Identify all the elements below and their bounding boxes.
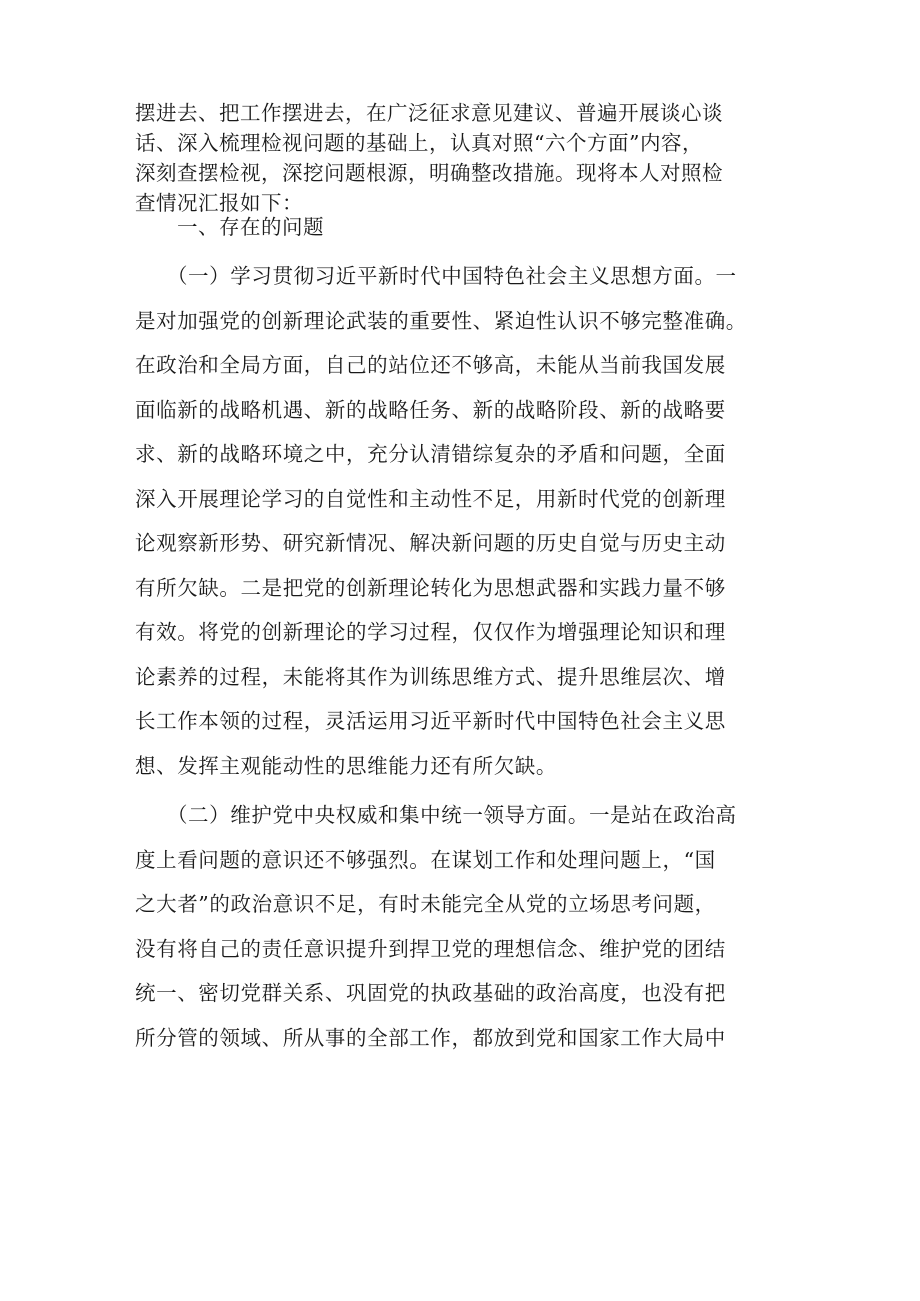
text-line: 话、深入梳理检视问题的基础上，认真对照“六个方面”内容， — [135, 131, 703, 155]
text-line: 求、新的战略环境之中，充分认清错综复杂的矛盾和问题，全面 — [135, 442, 726, 466]
text-line: 有效。将党的创新理论的学习过程，仅仅作为增强理论知识和理 — [135, 620, 726, 644]
text-line: 想、发挥主观能动性的思维能力还有所欠缺。 — [135, 753, 557, 778]
text-line: 面临新的战略机遇、新的战略任务、新的战略阶段、新的战略要 — [135, 397, 726, 422]
text-line: 统一、密切党群关系、巩固党的执政基础的政治高度，也没有把 — [135, 981, 726, 1005]
text-line: 长工作本领的过程，灵活运用习近平新时代中国特色社会主义思 — [135, 709, 726, 733]
paragraph-section-1 — [135, 254, 795, 788]
text-line: 深入开展理论学习的自觉性和主动性不足，用新时代党的创新理 — [135, 486, 726, 511]
text-line: 论观察新形势、研究新情况、解决新问题的历史自觉与历史主动 — [135, 531, 726, 555]
section-heading: 一、存在的问题 — [135, 215, 324, 239]
intro-paragraph — [135, 98, 795, 218]
text-line: 查情况汇报如下： — [135, 191, 303, 215]
text-line: 是对加强党的创新理论武装的重要性、紧迫性认识不够完整准确。 — [135, 308, 747, 333]
text-line: 深刻查摆检视，深挖问题根源，明确整改措施。现将本人对照检 — [135, 161, 723, 185]
text-line: 所分管的领域、所从事的全部工作，都放到党和国家工作大局中 — [135, 1025, 726, 1050]
text-line: 摆进去、把工作摆进去，在广泛征求意见建议、普遍开展谈心谈 — [135, 101, 723, 125]
text-line: 论素养的过程，未能将其作为训练思维方式、提升思维层次、增 — [135, 664, 726, 689]
text-line: 有所欠缺。二是把党的创新理论转化为思想武器和实践力量不够 — [135, 575, 726, 600]
text-line: 之大者”的政治意识不足，有时未能完全从党的立场思考问题， — [135, 892, 716, 916]
text-line: 度上看问题的意识还不够强烈。在谋划工作和处理问题上，“国 — [135, 847, 716, 872]
text-line: （一）学习贯彻习近平新时代中国特色社会主义思想方面。一 — [135, 264, 737, 288]
text-line: 在政治和全局方面，自己的站位还不够高，未能从当前我国发展 — [135, 353, 726, 377]
paragraph-section-2 — [135, 793, 795, 1060]
text-line: （二）维护党中央权威和集中统一领导方面。一是站在政治高 — [135, 803, 737, 827]
text-line: 没有将自己的责任意识提升到捍卫党的理想信念、维护党的团结 — [135, 936, 726, 961]
